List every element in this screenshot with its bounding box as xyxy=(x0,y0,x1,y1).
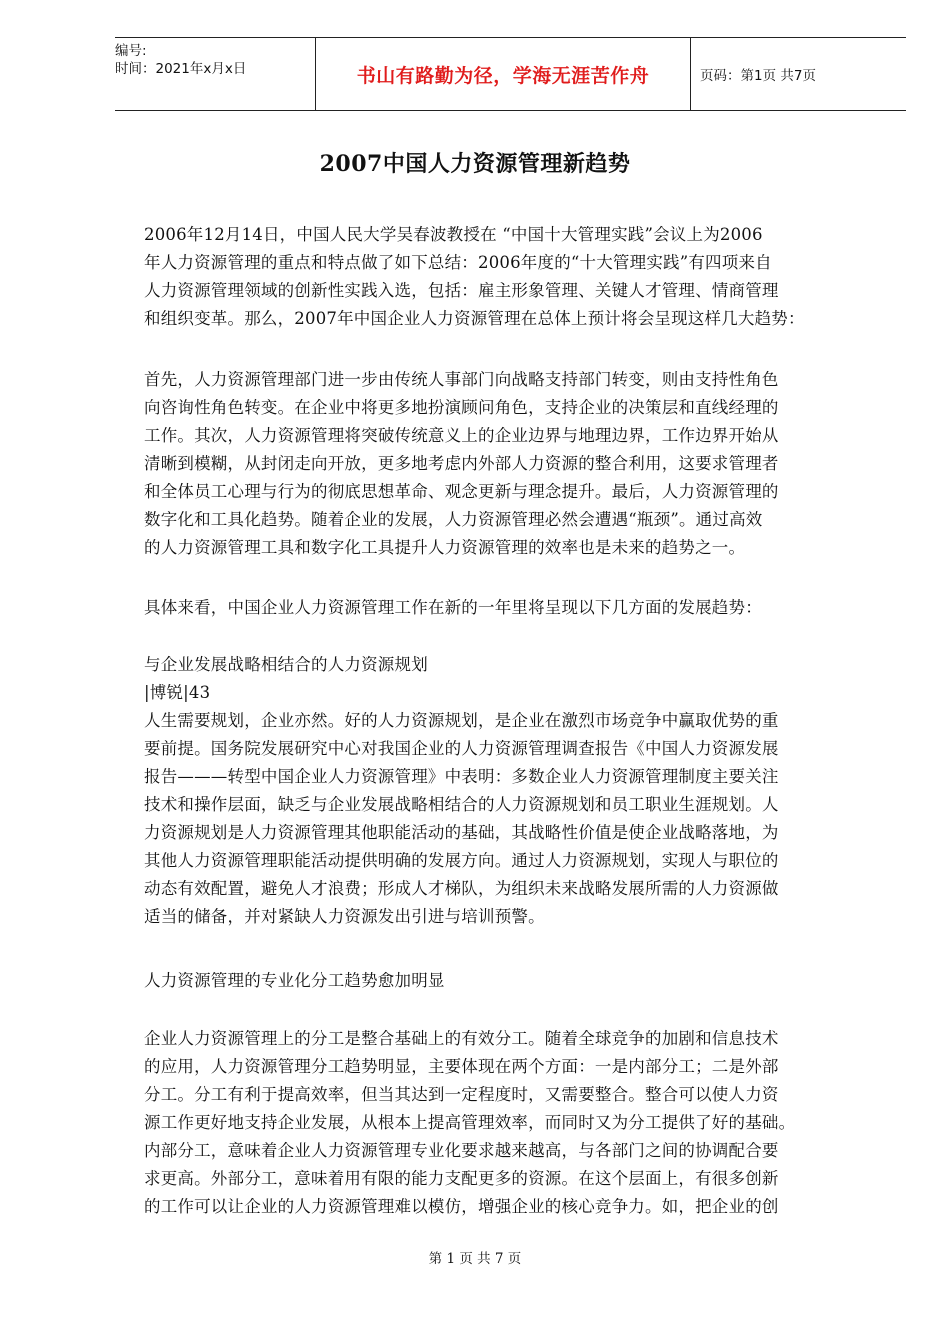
section-heading: 人力资源管理的专业化分工趋势愈加明显 xyxy=(144,971,445,990)
text-line: 和全体员工心理与行为的彻底思想革命、观念更新与理念提升。最后，人力资源管理的 xyxy=(144,482,779,501)
header-page-info: 页码：第1页 共7页 xyxy=(700,68,816,84)
header-meta xyxy=(115,38,315,110)
text-line: 首先，人力资源管理部门进一步由传统人事部门向战略支持部门转变，则由支持性角色 xyxy=(144,370,779,389)
text-line: 源工作更好地支持企业发展，从根本上提高管理效率，而同时又为分工提供了好的基础。 xyxy=(144,1113,796,1132)
page-footer: 第 1 页 共 7 页 xyxy=(428,1251,522,1267)
number-label: 编号: xyxy=(115,43,147,59)
text-line: 2006年12月14日，中国人民大学吴春波教授在 “中国十大管理实践”会议上为2006 xyxy=(144,225,763,244)
paragraph-specifics xyxy=(144,594,874,622)
text-line: 的应用，人力资源管理分工趋势明显，主要体现在两个方面：一是内部分工；二是外部 xyxy=(144,1057,779,1076)
text-line: 技术和操作层面，缺乏与企业发展战略相结合的人力资源规划和员工职业生涯规划。人 xyxy=(144,795,779,814)
text-line: 人生需要规划，企业亦然。好的人力资源规划，是企业在激烈市场竞争中赢取优势的重 xyxy=(144,711,779,730)
text-line: 企业人力资源管理上的分工是整合基础上的有效分工。随着全球竞争的加剧和信息技术 xyxy=(144,1029,779,1048)
text-line: 报告———转型中国企业人力资源管理》中表明：多数企业人力资源管理制度主要关注 xyxy=(144,767,779,786)
text-line: 力资源规划是人力资源管理其他职能活动的基础，其战略性价值是使企业战略落地，为 xyxy=(144,823,779,842)
time-label: 时间：2021年x月x日 xyxy=(115,61,247,77)
text-line: 年人力资源管理的重点和特点做了如下总结：2006年度的“十大管理实践”有四项来自 xyxy=(144,253,772,272)
text-line: 具体来看，中国企业人力资源管理工作在新的一年里将呈现以下几方面的发展趋势： xyxy=(144,598,762,617)
text-line: 内部分工，意味着企业人力资源管理专业化要求越来越高，与各部门之间的协调配合要 xyxy=(144,1141,779,1160)
paragraph-trends xyxy=(144,366,874,562)
text-line: 数字化和工具化趋势。随着企业的发展，人力资源管理必然会遭遇“瓶颈”。通过高效 xyxy=(144,510,763,529)
header-table xyxy=(115,37,906,111)
text-line: 动态有效配置，避免人才浪费；形成人才梯队，为组织未来战略发展所需的人力资源做 xyxy=(144,879,779,898)
document-title: 2007中国人力资源管理新趋势 xyxy=(319,151,631,177)
paragraph-intro xyxy=(144,221,874,333)
text-line: 的工作可以让企业的人力资源管理难以模仿，增强企业的核心竞争力。如，把企业的创 xyxy=(144,1197,779,1216)
text-line: 的人力资源管理工具和数字化工具提升人力资源管理的效率也是未来的趋势之一。 xyxy=(144,538,746,557)
header-motto: 书山有路勤为径，学海无涯苦作舟 xyxy=(315,38,691,110)
source-line: |博锐|43 xyxy=(144,683,211,702)
text-line: 工作。其次，人力资源管理将突破传统意义上的企业边界与地理边界，工作边界开始从 xyxy=(144,426,779,445)
text-line: 向咨询性角色转变。在企业中将更多地扮演顾问角色，支持企业的决策层和直线经理的 xyxy=(144,398,779,417)
section-heading: 与企业发展战略相结合的人力资源规划 xyxy=(144,655,428,674)
text-line: 清晰到模糊，从封闭走向开放，更多地考虑内外部人力资源的整合利用，这要求管理者 xyxy=(144,454,779,473)
text-line: 求更高。外部分工，意味着用有限的能力支配更多的资源。在这个层面上，有很多创新 xyxy=(144,1169,779,1188)
text-line: 和组织变革。那么，2007年中国企业人力资源管理在总体上预计将会呈现这样几大趋势： xyxy=(144,309,805,328)
text-line: 其他人力资源管理职能活动提供明确的发展方向。通过人力资源规划，实现人与职位的 xyxy=(144,851,779,870)
paragraph-specialization xyxy=(144,1025,874,1221)
text-line: 人力资源管理领域的创新性实践入选，包括：雇主形象管理、关键人才管理、情商管理 xyxy=(144,281,779,300)
text-line: 分工。分工有利于提高效率，但当其达到一定程度时，又需要整合。整合可以使人力资 xyxy=(144,1085,779,1104)
text-line: 要前提。国务院发展研究中心对我国企业的人力资源管理调查报告《中国人力资源发展 xyxy=(144,739,779,758)
paragraph-specialization-heading xyxy=(144,967,874,995)
paragraph-planning xyxy=(144,651,874,931)
text-line: 适当的储备，并对紧缺人力资源发出引进与培训预警。 xyxy=(144,907,545,926)
